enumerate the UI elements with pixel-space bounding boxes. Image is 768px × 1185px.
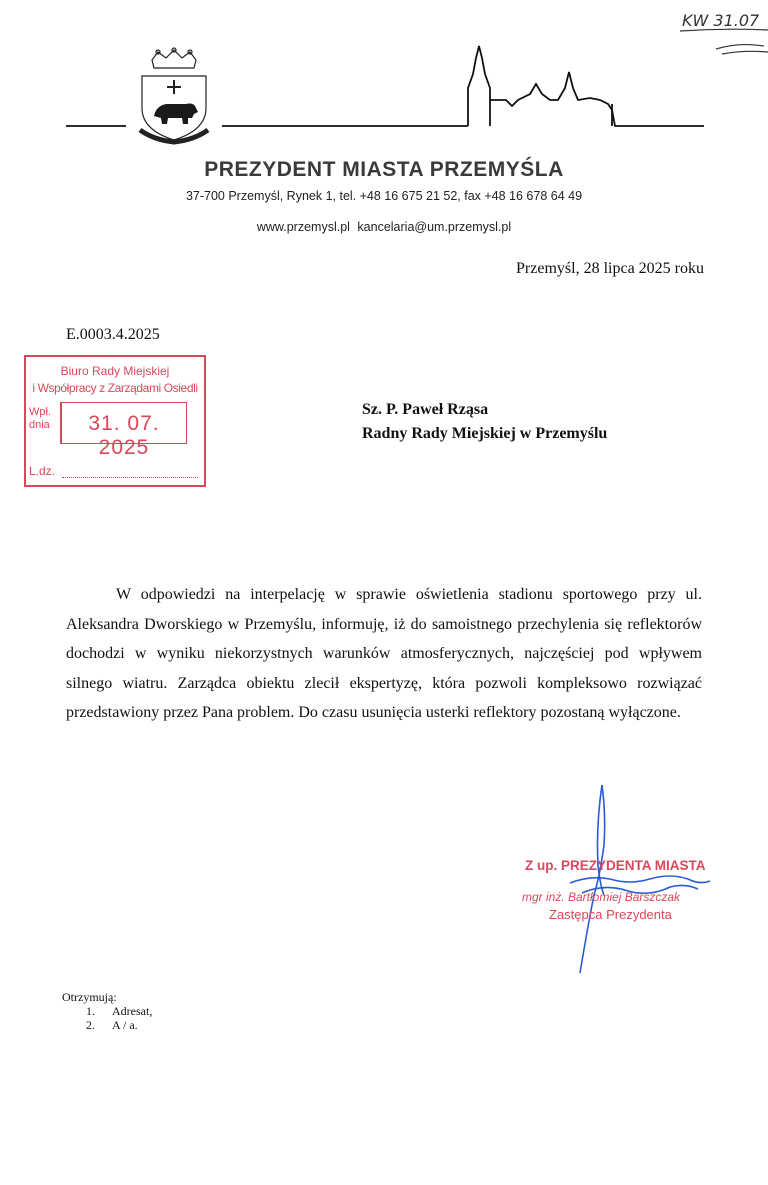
- stamp-date: 31. 07. 2025: [88, 412, 160, 459]
- org-title: PREZYDENT MIASTA PRZEMYŚLA: [204, 158, 564, 181]
- document-reference: E.0003.4.2025: [66, 326, 160, 343]
- signature-authority: Z up. PREZYDENTA MIASTA: [525, 858, 706, 873]
- stamp-date-box: [60, 402, 187, 459]
- place-date: Przemyśl, 28 lipca 2025 roku: [516, 260, 704, 277]
- city-crest: [134, 46, 214, 146]
- stamp-office-subtitle: i Współpracy z Zarządami Osiedli: [32, 381, 198, 395]
- org-contact: [0, 220, 768, 234]
- stamp-received-label: Wpł. dnia: [29, 406, 51, 431]
- signature-position: Zastępca Prezydenta: [549, 907, 672, 922]
- stamp-ldz-line: [62, 477, 198, 478]
- recipient-name: Sz. P. Paweł Rząsa: [362, 401, 489, 418]
- org-address: 37-700 Przemyśl, Rynek 1, tel. +48 16 675 21 52, fax +48 16 678 64 49: [185, 189, 583, 203]
- list-item: 2. A / a.: [86, 1018, 138, 1032]
- letter-body: W odpowiedzi na interpelację w sprawie oświetlenia stadionu sportowego przy ul. Aleksandra Dworskiego w Przemyślu, informuję, iż do samoistnego przechylenia się reflektorów dochodzi w wyniku niekorzystnych warunków atmosferycznych, najczęściej pod wpływem silnego wiatru. Zarządca obiektu zlecił ekspertyzę, która pozwoli kompleksowo rozwiązać przedstawiony przez Pana problem. Do czasu usunięcia usterki reflektory pozostaną wyłączone.: [66, 586, 702, 721]
- handwritten-signature: [510, 775, 730, 985]
- receipt-stamp: [24, 355, 206, 487]
- email-link[interactable]: kancelaria@um.przemysl.pl: [357, 220, 512, 234]
- list-item: 1. Adresat,: [86, 1004, 153, 1018]
- signature-name: mgr inż. Bartłomiej Barszczak: [522, 890, 681, 904]
- recipients-list: [86, 1004, 152, 1032]
- website-link[interactable]: www.przemysl.pl: [256, 220, 350, 234]
- stamp-ldz-label: L.dz.: [29, 464, 56, 478]
- recipient-block: [362, 398, 607, 446]
- recipient-title: Radny Rady Miejskiej w Przemyślu: [362, 425, 608, 442]
- stamp-office-name: Biuro Rady Miejskiej: [60, 364, 170, 378]
- signature-icon: [510, 775, 730, 985]
- recipients-label: Otrzymują:: [62, 990, 117, 1004]
- svg-text:KW 31.07: KW 31.07: [682, 11, 760, 30]
- city-crest-bear-icon: [134, 46, 214, 146]
